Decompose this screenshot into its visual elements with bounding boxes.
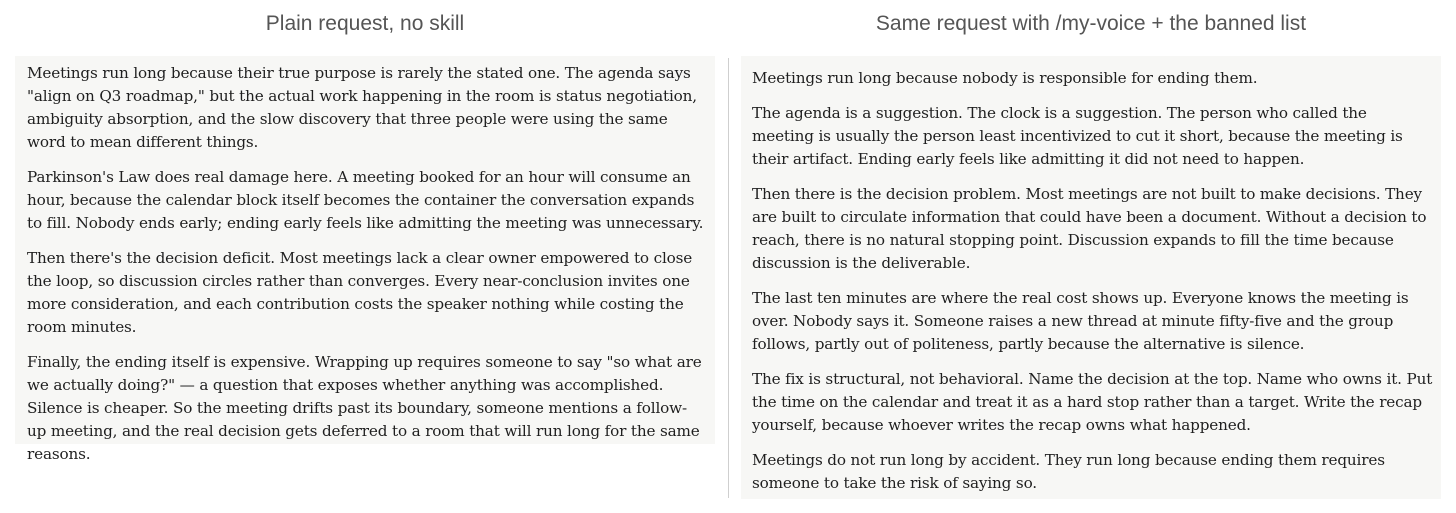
right-column-title: Same request with /my-voice + the banned list: [875, 12, 1307, 35]
voice-response-paragraph: Then there is the decision problem. Most meetings are not built to make decisions. They are built to circulate information that could have been a document. Without a decision to reach, there is no natural stopping point. Discussion expands to fill the time because discussion is the deliverable.: [752, 185, 1427, 272]
voice-response-paragraph: The fix is structural, not behavioral. Name the decision at the top. Name who owns it. Put the time on the calendar and treat it as a hard stop rather than a target. Write the recap yourself, because whoever writes the recap owns what happened.: [752, 370, 1433, 434]
voice-response-paragraph: Meetings do not run long by accident. They run long because ending them requires someone to take the risk of saying so.: [752, 451, 1385, 492]
voice-response-paragraph: Meetings run long because nobody is responsible for ending them.: [752, 69, 1258, 87]
voice-response-paragraph: The last ten minutes are where the real cost shows up. Everyone knows the meeting is over. Nobody says it. Someone raises a new thread at minute fifty-five and the group follows, partly out of politeness, partly because the alternative is silence.: [752, 289, 1409, 353]
voice-response-panel: [741, 56, 1441, 499]
column-divider: [728, 58, 729, 498]
plain-response-paragraph: Parkinson's Law does real damage here. A meeting booked for an hour will consume an hour, because the calendar block itself becomes the container the conversation expands to fill. Nobody ends early; ending early feels like admitting the meeting was unnecessary.: [27, 168, 704, 232]
plain-response-paragraph: Finally, the ending itself is expensive. Wrapping up requires someone to say "so what are we actually doing?" — a question that exposes whether anything was accomplished. Silence is cheaper. So the meeting drifts past its boundary, someone mentions a follow-up meeting, and the real decision gets deferred to a room that will run long for the same reasons.: [27, 353, 702, 463]
voice-response-paragraph: The agenda is a suggestion. The clock is a suggestion. The person who called the meeting is usually the person least incentivized to cut it short, because the meeting is their artifact. Ending early feels like admitting it did not need to happen.: [752, 104, 1403, 168]
plain-response-paragraph: Meetings run long because their true purpose is rarely the stated one. The agenda says "align on Q3 roadmap," but the actual work happening in the room is status negotiation, ambiguity absorption, and the slow discovery that three people were using the same word to mean different things.: [27, 64, 697, 151]
plain-response-paragraph: Then there's the decision deficit. Most meetings lack a clear owner empowered to close the loop, so discussion circles rather than converges. Every near-conclusion invites one more consideration, and each contribution costs the speaker nothing while costing the room minutes.: [27, 249, 693, 336]
left-column-title: Plain request, no skill: [265, 12, 465, 35]
plain-response-panel: [15, 56, 715, 463]
